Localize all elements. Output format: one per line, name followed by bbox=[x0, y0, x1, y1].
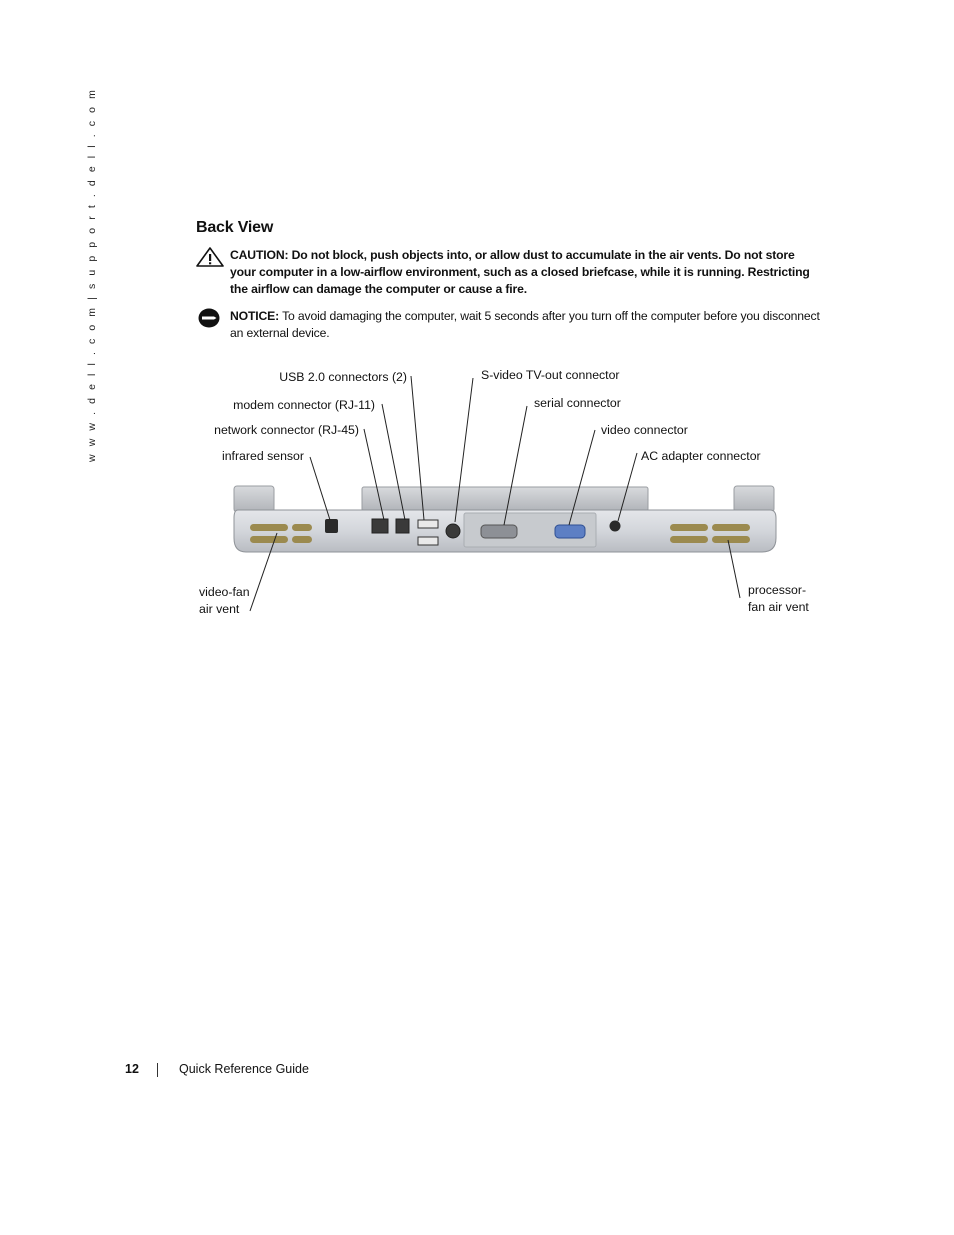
usb-label: USB 2.0 connectors (2) bbox=[279, 370, 407, 384]
video-fan-vent bbox=[250, 524, 312, 543]
usb-port-2 bbox=[418, 537, 438, 545]
callout-lines bbox=[250, 376, 740, 611]
footer-divider bbox=[157, 1063, 158, 1077]
caution-text bbox=[196, 247, 821, 298]
notice-block bbox=[196, 308, 821, 342]
infrared-sensor-port bbox=[325, 519, 338, 533]
processor-fan-vent bbox=[670, 524, 750, 543]
notice-hand-icon bbox=[198, 308, 220, 328]
ac-adapter-port bbox=[610, 521, 621, 532]
page-number: 12 bbox=[125, 1062, 139, 1076]
caution-label: CAUTION: bbox=[230, 248, 289, 262]
callout-labels bbox=[199, 368, 809, 616]
side-url-text: w w w . d e l l . c o m | s u p p o r t . d e l l . c o m bbox=[86, 87, 98, 462]
processor-fan-label-line2: fan air vent bbox=[748, 600, 809, 614]
serial-port bbox=[481, 525, 517, 538]
serial-label: serial connector bbox=[534, 396, 621, 410]
video-label: video connector bbox=[601, 423, 688, 437]
svideo-port bbox=[446, 524, 460, 538]
laptop-back-illustration bbox=[234, 486, 776, 552]
network-label: network connector (RJ-45) bbox=[214, 423, 359, 437]
notice-label: NOTICE: bbox=[230, 309, 280, 323]
infrared-label: infrared sensor bbox=[221, 449, 304, 463]
caution-block bbox=[196, 247, 821, 298]
footer-title: Quick Reference Guide bbox=[179, 1062, 309, 1076]
side-url bbox=[86, 87, 100, 462]
section-heading: Back View bbox=[196, 219, 274, 236]
modem-port bbox=[396, 519, 409, 533]
processor-fan-label-line1: processor- bbox=[748, 583, 807, 597]
video-port bbox=[555, 525, 585, 538]
modem-label: modem connector (RJ-11) bbox=[233, 398, 375, 412]
notice-text bbox=[196, 308, 821, 342]
network-port bbox=[372, 519, 388, 533]
usb-port-1 bbox=[418, 520, 438, 528]
notice-body: To avoid damaging the computer, wait 5 seconds after you turn off the computer before you disconnect an external device. bbox=[230, 309, 820, 340]
ac-adapter-label: AC adapter connector bbox=[641, 449, 761, 463]
warning-triangle-icon bbox=[196, 247, 224, 267]
video-fan-label-line2: air vent bbox=[199, 602, 240, 616]
caution-body: Do not block, push objects into, or allow dust to accumulate in the air vents. Do not store your computer in a low-airflow environment, such as a closed briefcase, while it is running. Restricting the airflow can damage the computer or cause a fire. bbox=[230, 248, 810, 296]
video-fan-label-line1: video-fan bbox=[199, 585, 250, 599]
svideo-label: S-video TV-out connector bbox=[481, 368, 620, 382]
